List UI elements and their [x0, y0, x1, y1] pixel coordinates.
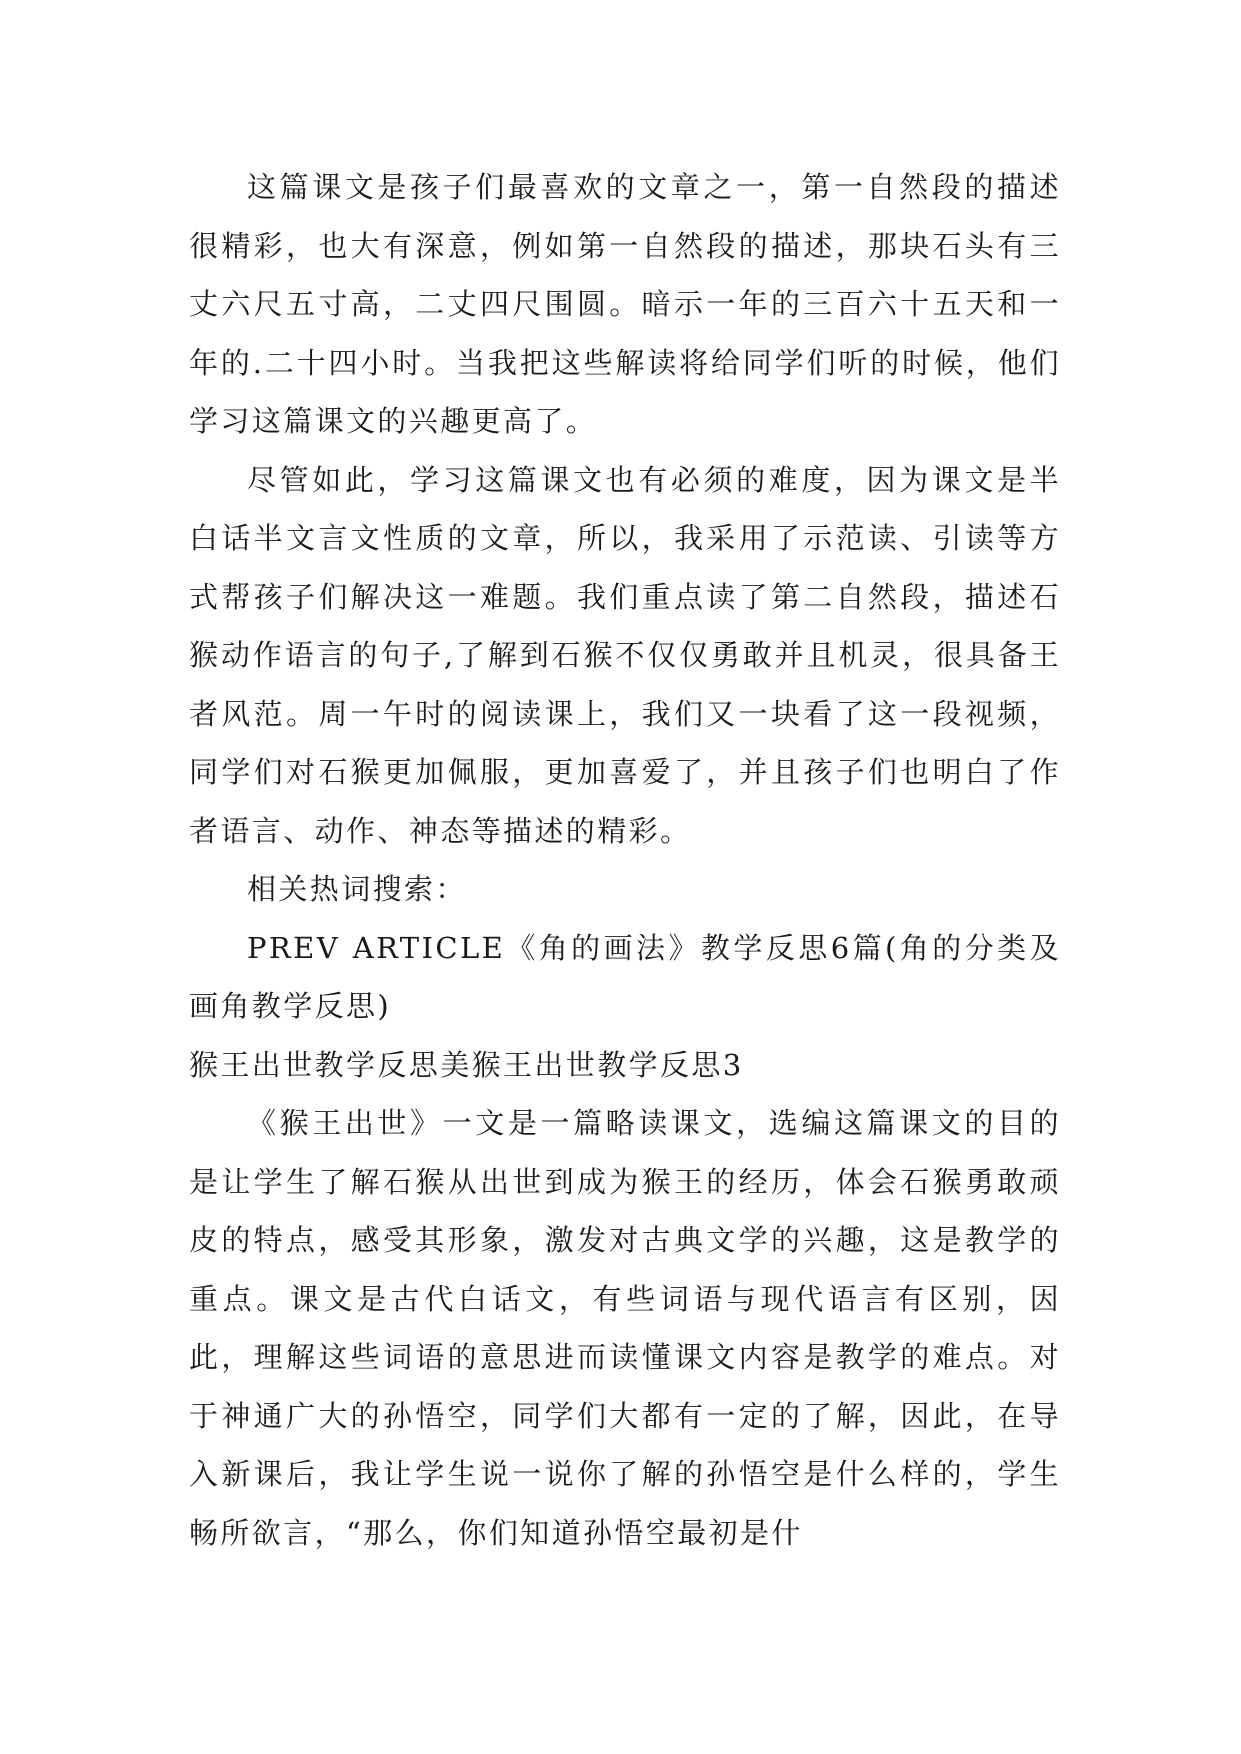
document-body: [189, 158, 1061, 1562]
prev-article-line: PREV ARTICLE《角的画法》教学反思6篇(角的分类及画角教学反思): [189, 930, 1061, 1023]
paragraph-lesson-interest: 这篇课文是孩子们最喜欢的文章之一，第一自然段的描述很精彩，也大有深意，例如第一自然段的描述，那块石头有三丈六尺五寸高，二丈四尺围圆。暗示一年的三百六十五天和一年的.二十四小时。当我把这些解读将给同学们听的时候，他们学习这篇课文的兴趣更高了。: [189, 170, 1061, 438]
paragraph-lesson-difficulty: 尽管如此，学习这篇课文也有必须的难度，因为课文是半白话半文言文性质的文章，所以，我采用了示范读、引读等方式帮孩子们解决这一难题。我们重点读了第二自然段，描述石猴动作语言的句子,了解到石猴不仅仅勇敢并且机灵，很具备王者风范。周一午时的阅读课上，我们又一块看了这一段视频，同学们对石猴更加佩服，更加喜爱了，并且孩子们也明白了作者语言、动作、神态等描述的精彩。: [189, 462, 1061, 848]
section-heading: 猴王出世教学反思美猴王出世教学反思3: [189, 1047, 744, 1082]
paragraph-monkey-king-intro: 《猴王出世》一文是一篇略读课文，选编这篇课文的目的是让学生了解石猴从出世到成为猴王的经历，体会石猴勇敢顽皮的特点，感受其形象，激发对古典文学的兴趣，这是教学的重点。课文是古代白话文，有些词语与现代语言有区别，因此，理解这些词语的意思进而读懂课文内容是教学的难点。对于神通广大的孙悟空，同学们大都有一定的了解，因此，在导入新课后，我让学生说一说你了解的孙悟空是什么样的，学生畅所欲言，“那么，你们知道孙悟空最初是什: [189, 1106, 1061, 1550]
related-search-label: 相关热词搜索：: [247, 872, 467, 906]
